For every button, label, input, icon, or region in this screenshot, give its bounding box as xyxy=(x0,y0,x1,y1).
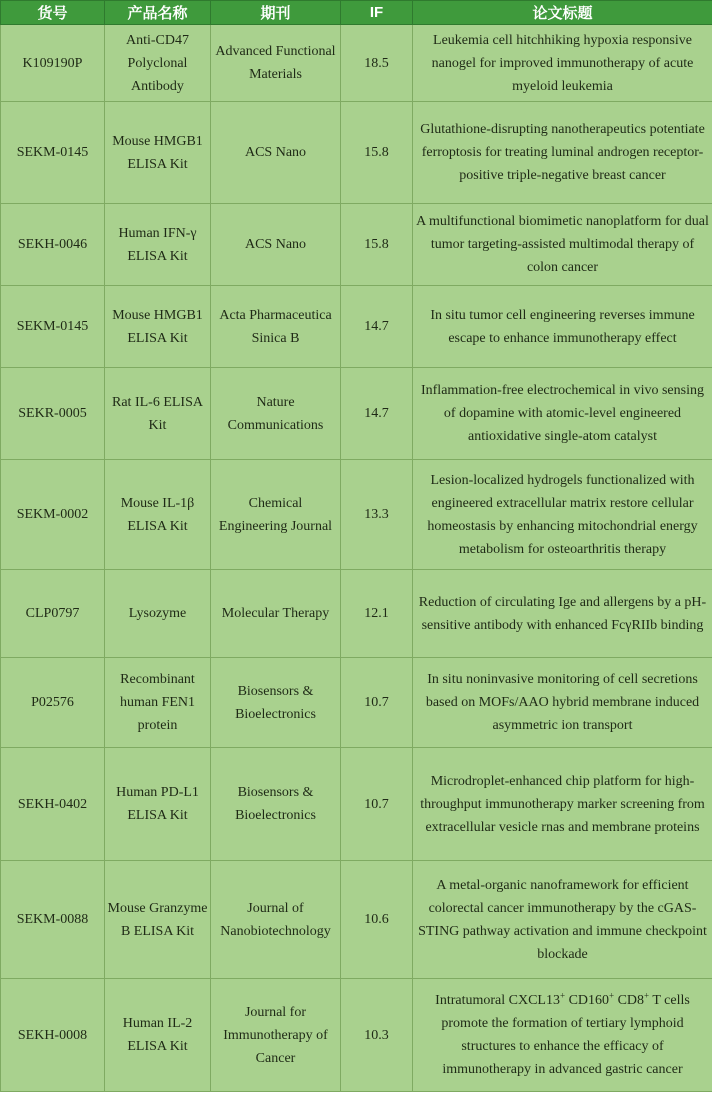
impact-factor-cell: 18.5 xyxy=(341,25,413,102)
title-text-part: CD160 xyxy=(565,993,610,1008)
product-cell: Recombinant human FEN1 protein xyxy=(105,658,211,748)
catalog-cell: CLP0797 xyxy=(1,570,105,658)
header-product: 产品名称 xyxy=(105,1,211,25)
title-text-part: CD8 xyxy=(614,993,645,1008)
header-row xyxy=(1,1,712,25)
title-text-part: Intratumoral CXCL13 xyxy=(435,993,560,1008)
table-row xyxy=(1,25,712,102)
superscript-plus: + xyxy=(644,990,650,1001)
impact-factor-cell: 10.3 xyxy=(341,979,413,1092)
journal-cell: Advanced Functional Materials xyxy=(211,25,341,102)
product-cell: Human IL-2 ELISA Kit xyxy=(105,979,211,1092)
header-journal: 期刊 xyxy=(211,1,341,25)
table-row xyxy=(1,460,712,570)
table-row xyxy=(1,286,712,368)
header-catalog: 货号 xyxy=(1,1,105,25)
product-cell: Mouse IL-1β ELISA Kit xyxy=(105,460,211,570)
journal-cell: ACS Nano xyxy=(211,102,341,204)
title-cell: A multifunctional biomimetic nanoplatform for dual tumor targeting-assisted multimodal therapy of colon cancer xyxy=(413,204,712,286)
catalog-cell: SEKM-0145 xyxy=(1,102,105,204)
product-cell: Mouse Granzyme B ELISA Kit xyxy=(105,861,211,979)
table-row xyxy=(1,102,712,204)
product-cell: Human IFN-γ ELISA Kit xyxy=(105,204,211,286)
catalog-cell: SEKH-0402 xyxy=(1,748,105,861)
catalog-cell: K109190P xyxy=(1,25,105,102)
title-cell: In situ tumor cell engineering reverses immune escape to enhance immunotherapy effect xyxy=(413,286,712,368)
title-text-part: T cells promote the formation of tertiary lymphoid structures to enhance the efficacy of immunotherapy in advanced gastric cancer xyxy=(441,993,690,1077)
impact-factor-cell: 10.7 xyxy=(341,658,413,748)
header-impact-factor: IF xyxy=(341,1,413,25)
table-row xyxy=(1,979,712,1092)
title-cell: A metal-organic nanoframework for efficient colorectal cancer immunotherapy by the cGAS-STING pathway activation and immune checkpoint blockade xyxy=(413,861,712,979)
catalog-cell: SEKM-0145 xyxy=(1,286,105,368)
catalog-cell: SEKH-0008 xyxy=(1,979,105,1092)
table-row xyxy=(1,204,712,286)
journal-cell: Biosensors & Bioelectronics xyxy=(211,658,341,748)
title-cell: Glutathione-disrupting nanotherapeutics potentiate ferroptosis for treating luminal androgen receptor-positive triple-negative breast cancer xyxy=(413,102,712,204)
catalog-cell: SEKH-0046 xyxy=(1,204,105,286)
table-row xyxy=(1,748,712,861)
catalog-cell: SEKM-0088 xyxy=(1,861,105,979)
catalog-cell: SEKM-0002 xyxy=(1,460,105,570)
product-cell: Mouse HMGB1 ELISA Kit xyxy=(105,102,211,204)
journal-cell: Nature Communications xyxy=(211,368,341,460)
product-cell: Human PD-L1 ELISA Kit xyxy=(105,748,211,861)
title-cell: Inflammation-free electrochemical in vivo sensing of dopamine with atomic-level engineered antioxidative single-atom catalyst xyxy=(413,368,712,460)
journal-cell: Journal of Nanobiotechnology xyxy=(211,861,341,979)
table-row xyxy=(1,368,712,460)
product-cell: Mouse HMGB1 ELISA Kit xyxy=(105,286,211,368)
table-row xyxy=(1,861,712,979)
impact-factor-cell: 14.7 xyxy=(341,286,413,368)
journal-cell: Molecular Therapy xyxy=(211,570,341,658)
title-cell: Microdroplet-enhanced chip platform for high-throughput immunotherapy marker screening from extracellular vesicle rnas and membrane proteins xyxy=(413,748,712,861)
impact-factor-cell: 13.3 xyxy=(341,460,413,570)
product-cell: Rat IL-6 ELISA Kit xyxy=(105,368,211,460)
journal-cell: ACS Nano xyxy=(211,204,341,286)
table-row xyxy=(1,658,712,748)
journal-cell: Acta Pharmaceutica Sinica B xyxy=(211,286,341,368)
impact-factor-cell: 15.8 xyxy=(341,204,413,286)
impact-factor-cell: 12.1 xyxy=(341,570,413,658)
superscript-plus: + xyxy=(559,990,566,1001)
product-cell: Anti-CD47 Polyclonal Antibody xyxy=(105,25,211,102)
journal-cell: Journal for Immunotherapy of Cancer xyxy=(211,979,341,1092)
title-cell: In situ noninvasive monitoring of cell secretions based on MOFs/AAO hybrid membrane induced asymmetric ion transport xyxy=(413,658,712,748)
impact-factor-cell: 15.8 xyxy=(341,102,413,204)
superscript-plus: + xyxy=(609,990,615,1001)
title-cell: Lesion-localized hydrogels functionalized with engineered extracellular matrix restore cellular homeostasis by enhancing mitochondrial energy metabolism for osteoarthritis therapy xyxy=(413,460,712,570)
impact-factor-cell: 14.7 xyxy=(341,368,413,460)
header-title: 论文标题 xyxy=(413,1,712,25)
title-cell xyxy=(413,979,712,1092)
product-cell: Lysozyme xyxy=(105,570,211,658)
journal-cell: Biosensors & Bioelectronics xyxy=(211,748,341,861)
table-row xyxy=(1,570,712,658)
catalog-cell: P02576 xyxy=(1,658,105,748)
impact-factor-cell: 10.7 xyxy=(341,748,413,861)
title-cell: Leukemia cell hitchhiking hypoxia responsive nanogel for improved immunotherapy of acute myeloid leukemia xyxy=(413,25,712,102)
catalog-cell: SEKR-0005 xyxy=(1,368,105,460)
title-cell: Reduction of circulating Ige and allergens by a pH-sensitive antibody with enhanced FcγRIIb binding xyxy=(413,570,712,658)
journal-cell: Chemical Engineering Journal xyxy=(211,460,341,570)
impact-factor-cell: 10.6 xyxy=(341,861,413,979)
